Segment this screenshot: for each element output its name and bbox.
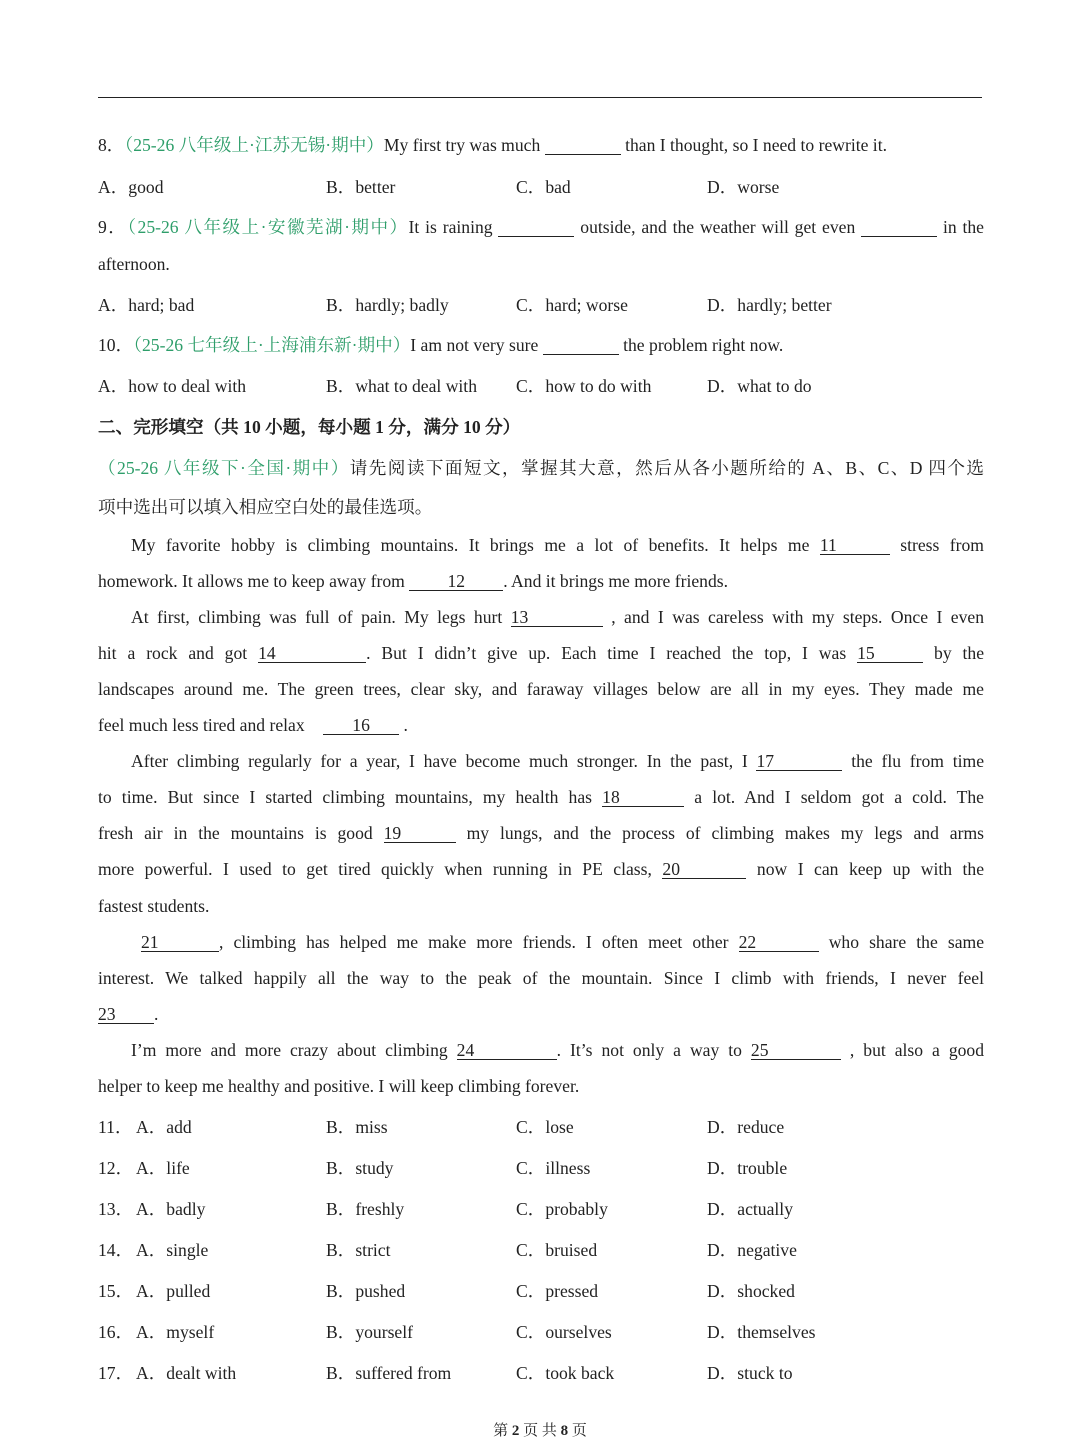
passage-line: 23 . [98,1004,159,1024]
cloze-blank: 25 [751,1041,841,1060]
option-a: A．add [136,1117,192,1137]
cloze-blank: 19 [384,824,456,843]
option-a: A．good [98,177,164,197]
passage-line: hit a rock and got 14 . But I didn’t give up. Each time I reached the top, I was 15 by the [98,643,985,663]
option-d: D．themselves [707,1322,816,1342]
option-a: A．pulled [136,1281,211,1301]
question-source: （25-26 七年级上·上海浦东新·期中） [133,335,411,355]
option-d: D．reduce [707,1117,785,1137]
question-source: （25-26 八年级上·安徽芜湖·期中） [127,217,409,237]
option-a: A．how to deal with [98,376,247,396]
option-c: C．pressed [516,1281,599,1301]
section-heading: 二、完形填空（共 10 小题，每小题 1 分，满分 10 分） [98,417,521,437]
page-number: 2 [511,1423,520,1439]
passage-line: homework. It allows me to keep away from 12 . And it brings me more friends. [98,571,729,591]
cloze-blank: 14 [258,644,366,663]
option-c: C．bruised [516,1240,598,1260]
question-source: （25-26 八年级下·全国·期中） [98,458,350,478]
option-a: A．dealt with [136,1363,237,1383]
passage-line: fresh air in the mountains is good 19 my lungs, and the process of climbing makes my legs and arms [98,823,984,843]
option-d: D．trouble [707,1158,788,1178]
question-9-continued: afternoon. [98,254,170,274]
cloze-blank: 21 [141,933,219,952]
section-intro-continued: 项中选出可以填入相应空白处的最佳选项。 [98,497,433,517]
passage-line: interest. We talked happily all the way to the peak of the mountain. Since I climb with friends, I never feel [98,968,984,988]
passage-line: to time. But since I started climbing mountains, my health has 18 a lot. And I seldom got a cold. The [98,787,984,807]
page-total: 8 [560,1423,569,1439]
cloze-blank: 18 [602,788,684,807]
passage-line: helper to keep me healthy and positive. I will keep climbing forever. [98,1076,580,1096]
option-d: D．shocked [707,1281,795,1301]
option-b: B．strict [326,1240,391,1260]
cloze-blank: 22 [739,933,819,952]
section-intro: （25-26 八年级下·全国·期中）请先阅读下面短文，掌握其大意，然后从各小题所给的 A、B、C、D 四个选 [98,458,984,478]
option-c: C．took back [516,1363,615,1383]
option-c: C．hard; worse [516,295,628,315]
option-a: A．badly [136,1199,206,1219]
question-8: 8．（25-26 八年级上·江苏无锡·期中）My first try was much than I thought, so I need to rewrite it. [98,135,887,155]
cloze-blank: 13 [511,608,603,627]
option-c: C．probably [516,1199,608,1219]
option-b: B．better [326,177,396,197]
option-c: C．ourselves [516,1322,612,1342]
option-a: A．myself [136,1322,215,1342]
question-10: 10．（25-26 七年级上·上海浦东新·期中）I am not very sure the problem right now. [98,335,784,355]
cloze-blank: 20 [662,860,746,879]
option-c: C．lose [516,1117,574,1137]
option-a: A．life [136,1158,190,1178]
option-b: B．what to deal with [326,376,477,396]
passage-line: fastest students. [98,896,210,916]
cloze-blank: 15 [857,644,923,663]
option-b: B．suffered from [326,1363,452,1383]
passage-line: feel much less tired and relax 16 . [98,715,408,735]
option-d: D．stuck to [707,1363,793,1383]
option-c: C．how to do with [516,376,652,396]
option-b: B．yourself [326,1322,413,1342]
passage-line: After climbing regularly for a year, I have become much stronger. In the past, I 17 the flu from time [131,751,985,771]
cloze-blank: 12 [409,572,503,591]
option-c: C．illness [516,1158,591,1178]
answer-blank [498,218,574,237]
option-a: A．single [136,1240,209,1260]
option-d: D．what to do [707,376,812,396]
cloze-blank: 17 [756,752,842,771]
cloze-blank: 11 [820,536,890,555]
option-d: D．hardly; better [707,295,832,315]
cloze-blank: 23 [98,1005,154,1024]
answer-blank [545,136,621,155]
passage-line: My favorite hobby is climbing mountains. It brings me a lot of benefits. It helps me 11 stress from [131,535,984,555]
option-b: B．miss [326,1117,388,1137]
answer-blank [861,218,937,237]
header-rule [98,97,982,98]
passage-line: 21 , climbing has helped me make more friends. I often meet other 22 who share the same [141,932,985,952]
question-source: （25-26 八年级上·江苏无锡·期中） [124,135,384,155]
option-b: B．freshly [326,1199,405,1219]
option-a: A．hard; bad [98,295,195,315]
option-d: D．negative [707,1240,797,1260]
passage-line: landscapes around me. The green trees, clear sky, and faraway villages below are all in my eyes. They made me [98,679,984,699]
cloze-blank: 24 [457,1041,557,1060]
option-b: B．study [326,1158,394,1178]
cloze-blank: 16 [323,716,399,735]
option-b: B．pushed [326,1281,406,1301]
option-b: B．hardly; badly [326,295,449,315]
page-footer: 第 2 页 共 8 页 [493,1423,587,1439]
option-c: C．bad [516,177,571,197]
option-d: D．actually [707,1199,793,1219]
answer-blank [543,336,619,355]
passage-line: At first, climbing was full of pain. My legs hurt 13 , and I was careless with my steps. Once I even [131,607,985,627]
passage-line: more powerful. I used to get tired quickly when running in PE class, 20 now I can keep up with the [98,859,985,879]
option-d: D．worse [707,177,780,197]
passage-line: I’m more and more crazy about climbing 24 . It’s not only a way to 25 , but also a good [131,1040,985,1060]
question-9: 9．（25-26 八年级上·安徽芜湖·期中）It is raining outside, and the weather will get even in the [98,217,984,237]
